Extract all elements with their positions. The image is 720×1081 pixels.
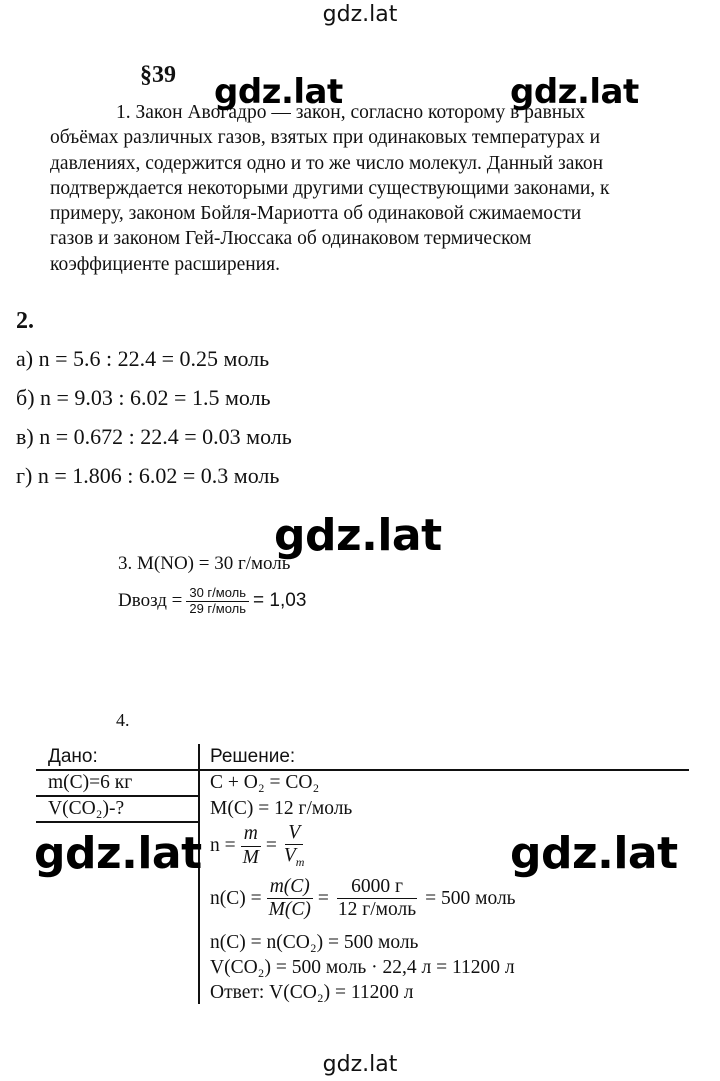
q2-item-c: в) n = 0.672 : 22.4 = 0.03 моль [16,424,292,449]
q2-item-b: б) n = 9.03 : 6.02 = 1.5 моль [16,385,271,410]
formula-M: M [242,846,259,868]
q1-paragraph [50,100,682,277]
q2-item-a: а) n = 5.6 : 22.4 = 0.25 моль [16,346,270,371]
amount-formula [210,822,311,870]
calc-lhs: n(C) = [210,887,262,909]
given-header: Дано: [48,746,98,767]
watermark-top: gdz.lat [322,2,398,27]
formula-Vm [281,845,308,870]
calc-den-1: M(C) [268,899,311,921]
calc-result: = 500 моль [425,887,516,909]
formula-Vm-base: V [283,845,296,867]
q3-result: = 1,03 [253,590,307,612]
q4-number: 4. [116,710,130,730]
q1-line: объёмах различных газов, взятых при одинаковых температурах и [50,127,601,149]
q1-line: газов и законом Гей-Люссака об одинаковом термическом [50,228,532,250]
q2-item-d: г) n = 1.806 : 6.02 = 0.3 моль [16,463,280,488]
formula-V: V [285,822,303,845]
q1-line: коэффициенте расширения. [50,253,280,275]
formula-m: m [241,823,261,846]
q3-fraction [186,586,249,617]
table-header-line [36,769,689,771]
solution-line-volume: V(CO₂) = 500 моль · 22,4 л = 11200 л [210,957,515,978]
q3-density-formula [118,586,306,617]
q3-molar-mass: 3. M(NO) = 30 г/моль [118,553,291,574]
calc-num-2: 6000 г [337,876,417,899]
calc-num-1: m(C) [267,876,313,899]
solution-line-answer: Ответ: V(CO₂) = 11200 л [210,982,414,1003]
given-unknown: V(CO₂)-? [48,798,125,819]
formula-Vm-sub: m [295,855,305,870]
q1-line: давлениях, содержится одно и то же число молекул. Данный закон [50,152,604,174]
watermark-bottom: gdz.lat [322,1052,398,1077]
calc-eq: = [317,887,329,909]
watermark-lower-right: gdz.lat [510,828,678,879]
q2-heading: 2. [16,308,34,334]
amount-calculation [210,876,516,922]
q3-d-label: Dвозд = [118,590,183,612]
formula-fraction-volume [281,822,308,870]
molar-mass-line: M(C) = 12 г/моль [210,798,353,819]
given-mass: m(C)=6 кг [48,772,133,793]
q1-line: подтверждается некоторыми другими существующими законами, к [50,177,610,199]
calc-den-2: 12 г/моль [337,899,417,921]
section-title: §39 [140,62,176,88]
q1-line: примеру, законом Бойля-Мариотта об одинаковой сжимаемости [50,203,582,225]
q3-denominator: 29 г/моль [189,600,247,616]
calc-fraction-1 [266,876,314,922]
watermark-center: gdz.lat [274,510,442,561]
reaction-equation: C + O₂ = CO₂ [210,772,320,793]
q3-numerator: 30 г/моль [186,586,249,602]
watermark-mid-left: gdz.lat [214,72,343,112]
given-bottom-line [36,821,198,823]
formula-eq: = [265,835,277,857]
formula-lhs: n = [210,835,236,857]
formula-fraction-mass [240,823,262,869]
watermark-mid-right: gdz.lat [510,72,639,112]
q1-line: 1. Закон Авогадро — закон, согласно которому в равных [116,102,586,123]
given-separator-line [36,795,198,797]
calc-fraction-2 [335,876,419,922]
solution-header: Решение: [210,746,296,767]
solution-line-equal-moles: n(C) = n(CO₂) = 500 моль [210,932,419,953]
watermark-lower-left: gdz.lat [34,828,202,879]
